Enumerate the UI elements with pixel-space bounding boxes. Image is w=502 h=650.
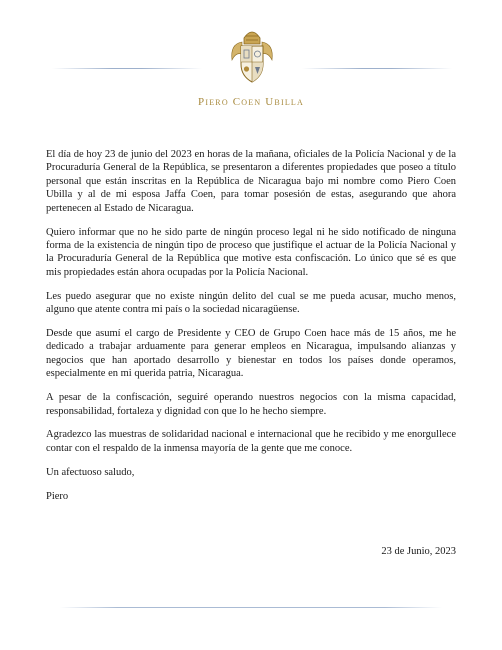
letter-body — [46, 148, 456, 514]
letter-paragraph: Agradezco las muestras de solidaridad nacional e internacional que he recibido y me enorgullece contar con el respaldo de la inmensa mayoría de la gente que me conoce. — [46, 429, 456, 454]
letter-signature: Piero — [46, 490, 69, 502]
letterhead-name: Piero Coen Ubilla — [198, 96, 304, 108]
letterhead-divider-right — [302, 68, 452, 69]
letter-closing: Un afectuoso saludo, — [46, 466, 135, 478]
letterhead-divider-left — [52, 68, 202, 69]
letter-paragraph: Desde que asumí el cargo de Presidente y CEO de Grupo Coen hace más de 15 años, me he dedicado a trabajar arduamente para generar empleos en Nicaragua, impulsando alianzas y negocios que han aportado desarrollo y bienestar en todos los países donde operamos, especialmente en mi querida patria, Nicaragua. — [46, 327, 456, 380]
letter-date: 23 de Junio, 2023 — [381, 546, 456, 557]
family-crest-icon — [224, 24, 280, 88]
letter-paragraph: A pesar de la confiscación, seguiré operando nuestros negocios con la misma capacidad, responsabilidad, fortaleza y dignidad con que lo he hecho siempre. — [46, 392, 456, 417]
footer-divider — [60, 607, 442, 608]
letter-paragraph: Les puedo asegurar que no existe ningún delito del cual se me pueda acusar, mucho menos, alguno que atente contra mi país o la sociedad nicaragüense. — [46, 290, 456, 316]
letter-paragraph: El día de hoy 23 de junio del 2023 en horas de la mañana, oficiales de la Policía Nacional y de la Procuraduría General de la República, se presentaron a diferentes propiedades que poseo a título personal que están inscritas en la República de Nicaragua bajo mi nombre como Piero Coen Ubilla y al de mi esposa Jaffa Coen, para tomar posesión de estas, asegurando que ahora pertenecen al Estado de Nicaragua. — [46, 149, 456, 214]
letter-paragraph: Quiero informar que no he sido parte de ningún proceso legal ni he sido notificado de ninguna forma de la existencia de ningún tipo de proceso que justifique el actuar de la Policía Nacional y la Procuraduría General de la República que motive esta confiscación. Lo único que sé es que mis propiedades están ahora ocupadas por la Policía Nacional. — [46, 226, 456, 278]
